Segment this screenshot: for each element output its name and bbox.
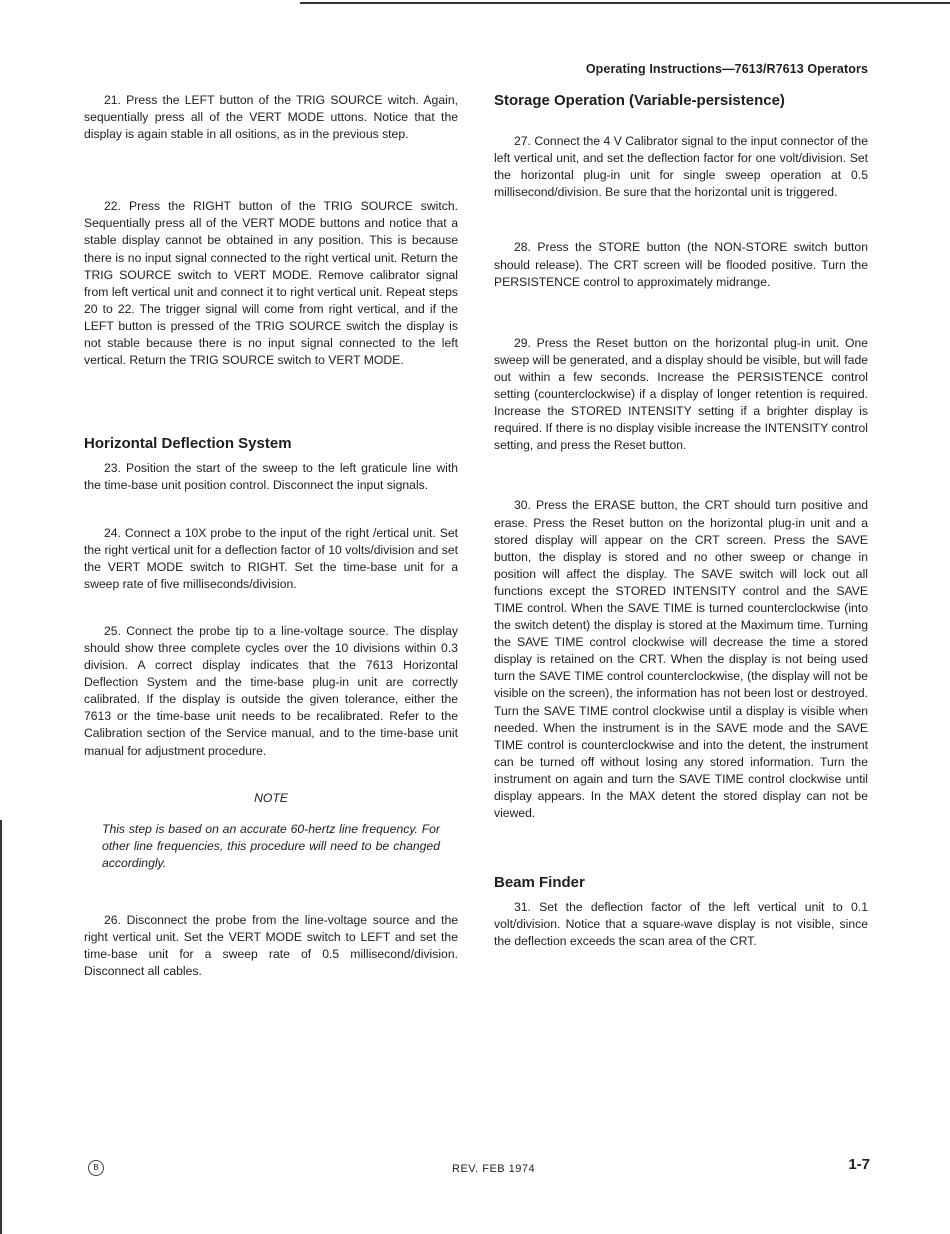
step-29: 29. Press the Reset button on the horizontal plug-in unit. One sweep will be generated, and a display should be visible, but will fade out within a few seconds. Increase the PERSISTENCE control setting (counterclockwise) if a display of longer retention is required. Increase the STORED INTENSITY setting if a brighter display is required. If there is no display visible increase the INTENSITY control setting, and press the Reset button. [494,335,868,453]
step-24: 24. Connect a 10X probe to the input of the right /ertical unit. Set the right vertical unit for a deflection factor of 10 volts/division and set the VERT MODE switch to RIGHT. Set the time-base unit for a sweep rate of five milliseconds/division. [84,525,458,591]
step-25: 25. Connect the probe tip to a line-voltage source. The display should show three complete cycles over the 10 divisions within 0.3 division. A correct display indicates that the 7613 Horizontal Deflection System and the time-base plug-in unit are correctly calibrated. If the display is outside the given tolerance, either the 7613 or the time-base unit needs to be recalibrated. Refer to the Calibration section of the Service manual, and to the time-base unit manual for adjustment procedure. [84,623,458,758]
heading-beam-finder: Beam Finder [494,874,585,892]
page-number: 1-7 [848,1156,870,1173]
top-rule [300,2,950,4]
revision-date: REV. FEB 1974 [452,1163,536,1175]
heading-horizontal-deflection: Horizontal Deflection System [84,435,292,453]
right-column [494,92,868,951]
step-22: 22. Press the RIGHT button of the TRIG SOURCE switch. Sequentially press all of the VERT MODE buttons and notice that a stable display cannot be obtained in any position. This is because there is no input signal connected to the right vertical unit. Return the TRIG SOURCE switch to VERT MODE. Remove calibrator signal from left vertical unit and connect it to right vertical unit. Repeat steps 20 to 22. The trigger signal will come from right vertical, and if the LEFT button is pressed of the TRIG SOURCE switch the display is not stable because there is no input signal connected to the left vertical. Return the TRIG SOURCE switch to VERT MODE. [84,199,458,368]
step-30: 30. Press the ERASE button, the CRT should turn positive and erase. Press the Reset button on the horizontal plug-in unit and a stored display will appear on the CRT screen. Press the SAVE button, the display is stored and no other sweep or change in position will affect the display. The SAVE switch will lock out all functions except the STORED INTENSITY control and the SAVE TIME control. When the SAVE TIME is turned counterclockwise (into the switch detent) the display is stored at the Maximum time. Turning the SAVE TIME control clockwise will decrease the time a stored display is retained on the CRT. When the display is not being used turn the SAVE TIME control counterclockwise, (the display will not be visible on the screen), the information has not been lost or destroyed. Turn the SAVE TIME control clockwise until a display is visible when needed. When the instrument is in the SAVE mode and the SAVE TIME control is counterclockwise and into the detent, the instrument can be turned off without losing any stored information. Turn the instrument on again and turn the SAVE TIME control clockwise until display appears. In the MAX detent the stored display can not be viewed. [494,498,868,821]
running-header: Operating Instructions—7613/R7613 Operators [585,62,868,76]
step-27: 27. Connect the 4 V Calibrator signal to the input connector of the left vertical unit, and set the deflection factor for one volt/division. Set the horizontal plug-in unit for single sweep operation at 0.5 millisecond/division. Be sure that the horizontal unit is triggered. [494,134,868,200]
note-text: This step is based on an accurate 60-hertz line frequency. For other line frequencies, this procedure will need to be changed accordingly. [102,821,440,870]
step-23: 23. Position the start of the sweep to the left graticule line with the time-base unit position control. Disconnect the input signals. [84,461,458,493]
left-column [84,92,458,980]
step-21: 21. Press the LEFT button of the TRIG SOURCE witch. Again, sequentially press all of the VERT MODE uttons. Notice that the display is again stable in all ositions, as in the previous step. [84,93,458,142]
step-31: 31. Set the deflection factor of the left vertical unit to 0.1 volt/division. Notice that a square-wave display is not visible, since the deflection exceeds the scan area of the CRT. [494,900,868,949]
step-28: 28. Press the STORE button (the NON-STORE switch button should release). The CRT screen will be flooded positive. Turn the PERSISTENCE control to approximately midrange. [494,240,868,289]
note-label: NOTE [254,790,288,805]
publisher-mark-icon: B [88,1160,104,1176]
left-edge-rule [0,820,2,1234]
heading-storage-operation: Storage Operation (Variable-persistence) [494,92,785,109]
step-26: 26. Disconnect the probe from the line-voltage source and the right vertical unit. Set the VERT MODE switch to LEFT and set the time-base unit for a sweep rate of 0.5 millisecond/division. Disconnect all cables. [84,913,458,979]
